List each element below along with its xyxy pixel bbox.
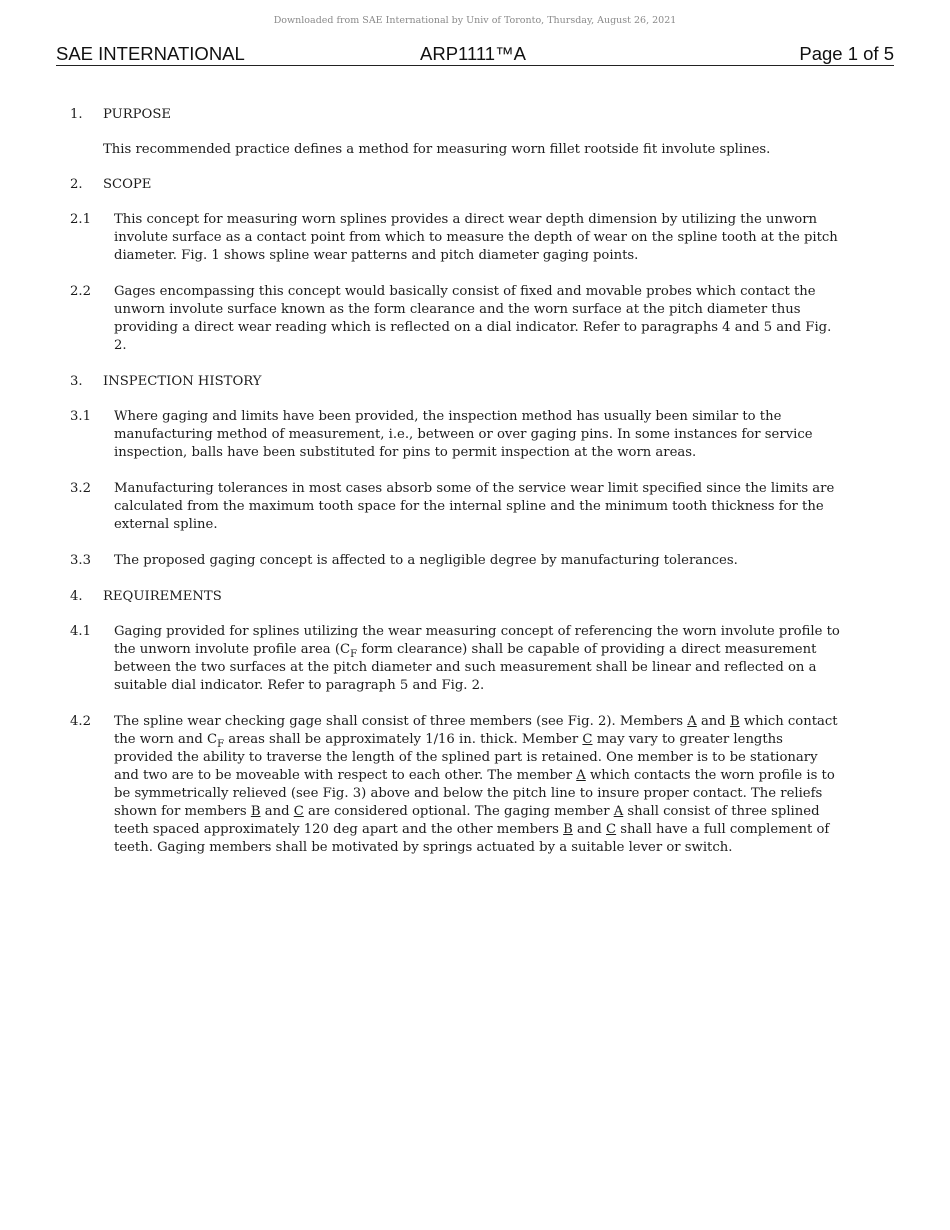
paragraph-text: Gages encompassing this concept would basically consist of fixed and movable probes which contact the unworn involute surface known as the form clearance and the worn surface at the pitch diameter thus providing a direct wear reading which is reflected on a dial indicator. Refer to paragraphs 4 and 5 and Fig. 2. — [114, 284, 832, 353]
member-label: A — [576, 768, 586, 783]
member-label: A — [687, 714, 697, 729]
purpose-paragraph: This recommended practice defines a method for measuring worn fillet rootside fit involute splines. — [103, 142, 771, 157]
paragraph-number: 3.3 — [70, 553, 91, 568]
text-run: shall have a full complement of teeth. Gaging members shall be motivated by springs actuated by a suitable lever or switch. — [114, 822, 830, 855]
member-label: B — [563, 822, 573, 837]
section-number: 4. — [70, 589, 83, 604]
paragraph-4-1 — [70, 623, 840, 695]
text-run: and — [572, 822, 606, 837]
section-number: 2. — [70, 177, 83, 192]
header-org: SAE INTERNATIONAL — [56, 43, 245, 64]
paragraph-text — [114, 624, 840, 693]
member-label: C — [606, 822, 617, 837]
paragraph-3-1 — [70, 408, 840, 462]
section-heading-requirements — [70, 588, 840, 606]
paragraph-3-3 — [70, 552, 840, 570]
paragraph-4-2 — [70, 713, 840, 857]
text-run: which contact the worn and C — [114, 714, 838, 747]
document-body — [70, 106, 840, 875]
section-number: 1. — [70, 107, 83, 122]
paragraph-text: Where gaging and limits have been provided, the inspection method has usually been similar to the manufacturing method of measurement, i.e., between or over gaging pins. In some instances for service inspection, balls have been substituted for pins to permit inspection at the worn areas. — [114, 409, 813, 460]
section-number: 3. — [70, 374, 83, 389]
paragraph-2-2 — [70, 283, 840, 355]
text-run: form clearance) shall be capable of providing a direct measurement between the two surfaces at the pitch diameter and such measurement shall be linear and reflected on a suitable dial indicator. Refer to paragraph 5 and Fig. 2. — [114, 642, 817, 693]
text-run: are considered optional. The gaging member — [303, 804, 614, 819]
text-run: areas shall be approximately 1/16 in. thick. Member — [224, 732, 583, 747]
text-run: may vary to greater lengths provided the ability to traverse the length of the splined part is retained. One member is to be stationary and two are to be moveable with respect to each other. The member — [114, 732, 818, 783]
section-heading-scope — [70, 176, 840, 194]
member-label: C — [293, 804, 304, 819]
member-label: B — [729, 714, 740, 729]
text-run: shall consist of three splined teeth spaced approximately 120 deg apart and the other members — [114, 804, 820, 837]
header-page-number: Page 1 of 5 — [799, 43, 894, 64]
paragraph-3-2 — [70, 480, 840, 534]
text-run: which contacts the worn profile is to be symmetrically relieved (see Fig. 3) above and below the pitch line to insure proper contact. The reliefs shown for members — [114, 768, 835, 819]
member-label: B — [250, 804, 261, 819]
text-run: The spline wear checking gage shall consist of three members (see Fig. 2). Members — [114, 714, 688, 729]
subscript: F — [217, 739, 225, 750]
paragraph-number: 2.2 — [70, 284, 91, 299]
paragraph-text — [114, 714, 838, 855]
text-run: Gaging provided for splines utilizing the wear measuring concept of referencing the worn involute profile to the unworn involute profile area (C — [114, 624, 840, 657]
section-title: SCOPE — [103, 177, 152, 192]
paragraph-number: 3.2 — [70, 481, 91, 496]
text-run: and — [260, 804, 294, 819]
paragraph-text: This concept for measuring worn splines provides a direct wear depth dimension by utilizing the unworn involute surface as a contact point from which to measure the depth of wear on the spline tooth at the pitch diameter. Fig. 1 shows spline wear patterns and pitch diameter gaging points. — [114, 212, 838, 263]
section-title: REQUIREMENTS — [103, 589, 222, 604]
page-header — [56, 43, 894, 66]
text-run: and — [696, 714, 730, 729]
member-label: C — [582, 732, 593, 747]
subscript: F — [350, 649, 358, 660]
download-note: Downloaded from SAE International by Univ of Toronto, Thursday, August 26, 2021 — [273, 15, 677, 26]
section-title: INSPECTION HISTORY — [103, 374, 262, 389]
paragraph-number: 2.1 — [70, 212, 91, 227]
section-heading-purpose — [70, 106, 840, 124]
section-heading-inspection-history — [70, 373, 840, 391]
header-doc-id: ARP1111™A — [420, 43, 526, 64]
paragraph-number: 4.2 — [70, 714, 91, 729]
section-title: PURPOSE — [103, 107, 172, 122]
member-label: A — [613, 804, 624, 819]
paragraph-number: 3.1 — [70, 409, 91, 424]
paragraph-number: 4.1 — [70, 624, 91, 639]
paragraph-text: The proposed gaging concept is affected to a negligible degree by manufacturing tolerances. — [114, 553, 738, 568]
paragraph-2-1 — [70, 211, 840, 265]
paragraph-text: Manufacturing tolerances in most cases absorb some of the service wear limit specified since the limits are calculated from the maximum tooth space for the internal spline and the minimum tooth thickness for the external spline. — [114, 481, 835, 532]
